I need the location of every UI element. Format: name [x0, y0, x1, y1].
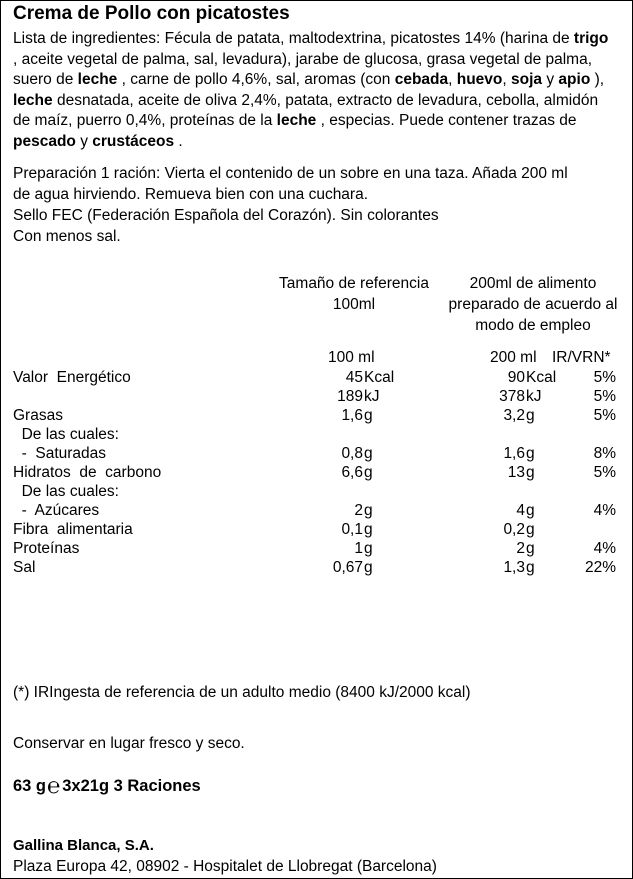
- unit-100ml: Kcal: [364, 369, 395, 386]
- nutrient-label: Sal: [13, 559, 36, 576]
- unit-100ml: g: [364, 407, 373, 424]
- ingredient-text: , especias. Puede contener trazas de: [316, 112, 577, 130]
- value-100ml: 189: [337, 388, 363, 405]
- value-200ml: 2: [516, 540, 525, 557]
- company-name: Gallina Blanca, S.A.: [13, 837, 154, 854]
- column-header-100ml: [259, 273, 449, 315]
- ir-percent: 5%: [593, 464, 616, 481]
- allergen-word: apio: [558, 71, 591, 89]
- ingredients-list: [13, 29, 613, 153]
- footnote: (*) IRIngesta de referencia de un adulto medio (8400 kJ/2000 kcal): [13, 684, 471, 701]
- unit-200ml: g: [526, 445, 535, 462]
- nutrient-label: Valor Energético: [13, 369, 131, 386]
- allergen-word: leche: [276, 112, 317, 130]
- unit-200ml: Kcal: [526, 369, 557, 386]
- value-200ml: 3,2: [503, 407, 525, 424]
- column-header-line: preparado de acuerdo al: [448, 296, 618, 313]
- unit-100ml: kJ: [364, 388, 380, 405]
- ingredient-text: ,: [502, 71, 512, 89]
- nutrient-label: De las cuales:: [13, 483, 119, 500]
- nutrient-label: De las cuales:: [13, 426, 119, 443]
- value-200ml: 90: [507, 369, 525, 386]
- ir-percent: 5%: [593, 369, 616, 386]
- unit-200ml: kJ: [526, 388, 542, 405]
- preparation-line-1: Preparación 1 ración: Vierta el contenido de un sobre en una taza. Añada 200 ml: [13, 165, 568, 182]
- ir-percent: 5%: [593, 407, 616, 424]
- unit-header-200ml: 200 ml: [490, 349, 537, 366]
- column-header-line: 200ml de alimento: [469, 275, 597, 292]
- allergen-word: leche: [77, 71, 118, 89]
- value-200ml: 1,6: [503, 445, 525, 462]
- unit-200ml: g: [526, 559, 535, 576]
- column-header-line: Tamaño de referencia: [279, 275, 429, 292]
- value-100ml: 0,8: [341, 445, 363, 462]
- allergen-word: crustáceos: [92, 132, 175, 150]
- ir-percent: 4%: [593, 540, 616, 557]
- ir-percent: 5%: [593, 388, 616, 405]
- allergen-word: cebada: [394, 71, 449, 89]
- product-title: Crema de Pollo con picatostes: [13, 3, 290, 24]
- allergen-word: soja: [511, 71, 543, 89]
- nutrient-label: - Azúcares: [13, 502, 100, 519]
- ingredient-text: Lista de ingredientes: Fécula de patata, maltodextrina, picatostes 14% (harina de: [13, 30, 574, 47]
- nutrient-label: Hidratos de carbono: [13, 464, 162, 481]
- ingredient-text: , carne de pollo 4,6%, sal, aromas (con: [117, 71, 395, 89]
- ingredient-text: y: [75, 132, 93, 150]
- allergen-word: pescado: [13, 132, 76, 150]
- value-200ml: 13: [507, 464, 525, 481]
- unit-200ml: g: [526, 407, 535, 424]
- net-weight: 63 g: [13, 777, 47, 795]
- ingredient-text: y: [542, 71, 559, 89]
- allergen-word: huevo: [456, 71, 503, 89]
- value-100ml: 1,6: [341, 407, 363, 424]
- column-header-line: 100ml: [332, 296, 376, 313]
- net-quantity: [13, 773, 201, 798]
- value-200ml: 4: [516, 502, 525, 519]
- unit-100ml: g: [364, 559, 373, 576]
- unit-100ml: g: [364, 464, 373, 481]
- ir-percent: 8%: [593, 445, 616, 462]
- ingredient-text: desnatada, aceite de oliva 2,4%, patata, extracto de levadura, cebolla, almidón de maíz, puerro 0,4%, proteínas de la: [13, 91, 599, 130]
- value-200ml: 378: [499, 388, 525, 405]
- value-100ml: 2: [354, 502, 363, 519]
- ingredient-text: .: [174, 132, 183, 150]
- nutrient-label: Fibra alimentaria: [13, 521, 133, 538]
- unit-200ml: g: [526, 502, 535, 519]
- column-header-line: modo de empleo: [475, 317, 591, 334]
- allergen-word: trigo: [573, 30, 609, 47]
- fec-seal-text: Sello FEC (Federación Española del Corazón). Sin colorantes: [13, 207, 439, 224]
- value-100ml: 45: [345, 369, 363, 386]
- unit-100ml: g: [364, 521, 373, 538]
- value-200ml: 1,3: [503, 559, 525, 576]
- value-100ml: 1: [354, 540, 363, 557]
- unit-header-100ml: 100 ml: [328, 349, 375, 366]
- storage-instructions: Conservar en lugar fresco y seco.: [13, 735, 245, 752]
- unit-200ml: g: [526, 464, 535, 481]
- unit-header-ir: IR/VRN*: [552, 349, 611, 366]
- value-100ml: 6,6: [341, 464, 363, 481]
- unit-100ml: g: [364, 502, 373, 519]
- less-salt-text: Con menos sal.: [13, 228, 121, 245]
- e-mark-icon: ℮: [47, 773, 61, 798]
- unit-200ml: g: [526, 540, 535, 557]
- unit-100ml: g: [364, 540, 373, 557]
- value-200ml: 0,2: [503, 521, 525, 538]
- preparation-line-2: de agua hirviendo. Remueva bien con una cuchara.: [13, 186, 369, 203]
- pack-count: 3x21g 3 Raciones: [62, 777, 201, 795]
- nutrient-label: Grasas: [13, 407, 63, 424]
- unit-100ml: g: [364, 445, 373, 462]
- ir-percent: 4%: [593, 502, 616, 519]
- ingredient-text: ),: [590, 71, 605, 89]
- ingredient-text: , aceite vegetal de palma, sal, levadura), jarabe de glucosa, grasa vegetal de palma, suero de: [13, 50, 593, 89]
- column-header-200ml: [433, 273, 633, 336]
- value-100ml: 0,1: [341, 521, 363, 538]
- nutrient-label: - Saturadas: [13, 445, 107, 462]
- unit-200ml: g: [526, 521, 535, 538]
- company-address: Plaza Europa 42, 08902 - Hospitalet de Llobregat (Barcelona): [13, 858, 437, 875]
- value-100ml: 0,67: [332, 559, 363, 576]
- allergen-word: leche: [13, 91, 53, 109]
- ir-percent: 22%: [584, 559, 616, 576]
- ingredient-text: ,: [448, 71, 457, 89]
- nutrient-label: Proteínas: [13, 540, 80, 557]
